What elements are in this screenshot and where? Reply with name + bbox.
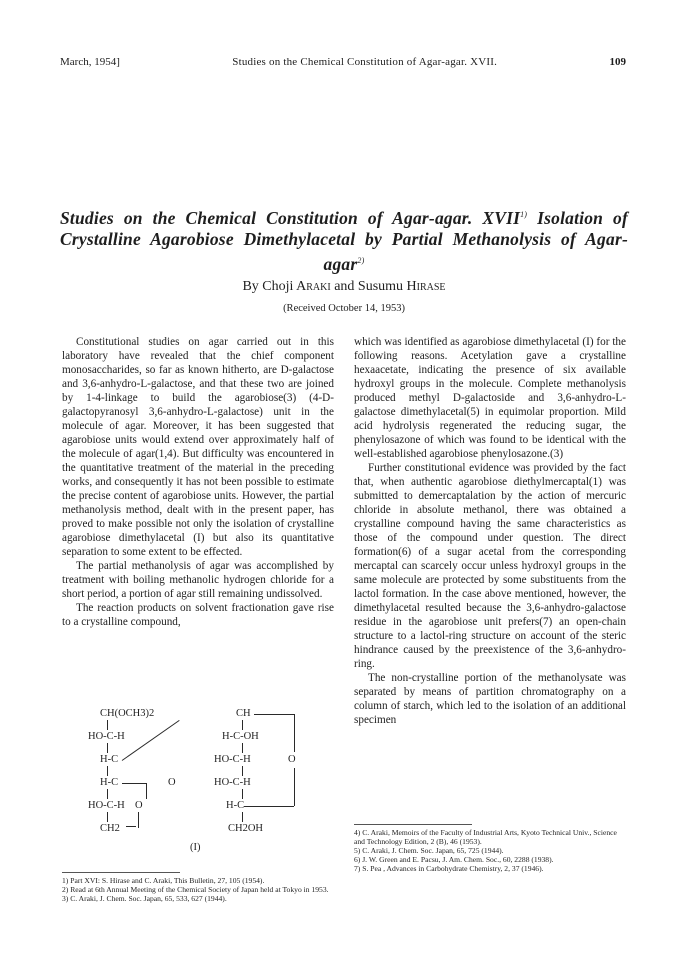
ring-oxygen: O [168, 777, 176, 788]
title-sub: Isolation of Crystalline Agarobiose Dimethylacetal by Partial Methanolysis of Agar-agar [60, 207, 628, 274]
bond-line [146, 783, 147, 799]
struct-text: HO-C-H [88, 731, 125, 742]
left-column [62, 335, 334, 629]
paragraph: The reaction products on solvent fractionation gave rise to a crystalline compound, [62, 602, 334, 628]
bond-line [242, 720, 243, 730]
ring-line [244, 806, 294, 807]
paragraph: Constitutional studies on agar carried out in this laboratory have revealed that the chief component monosaccharides, so far as known hitherto, are D-galactose and 3,6-anhydro-L-galactose, and that these two are joined by 1-4-linkage to build the agarobiose(3) (4-D-galactopyranosyl 3,6-anhydro-L-galactose) unit in the molecule of agar. Moreover, it has been suggested that agarobiose units would extend over approximately half of the molecule of agar(1,4). But difficulty was encountered in the quantitative treatment of the material in the preceding works, and consequently it has not been possible to estimate the precise content of agarobiose units. However, the partial methanolysis method, dealt with in the present paper, has proved to make possible not only the isolation of crystalline agarobiose dimethylacetal (I) but also its quantitative separation to some extent to be effected. [62, 336, 334, 558]
footnote: 5) C. Araki, J. Chem. Soc. Japan, 65, 725 (1944). [354, 846, 504, 855]
ring-line [294, 768, 295, 806]
glycosidic-bond [122, 720, 180, 761]
right-column [354, 335, 626, 727]
struct-text: CH [236, 708, 251, 719]
footnote: 3) C. Araki, J. Chem. Soc. Japan, 65, 533, 627 (1944). [62, 894, 227, 903]
ring-oxygen: O [288, 754, 296, 765]
ring-line [254, 714, 294, 715]
header-running-title: Studies on the Chemical Constitution of Agar-agar. XVII. [232, 56, 498, 68]
struct-text: HO-C-H [214, 777, 251, 788]
footnote-rule [354, 824, 472, 825]
paragraph: which was identified as agarobiose dimethylacetal (I) for the following reasons. Acetylation gave a crystalline hexaacetate, indicating the presence of six available hydroxyl groups in the molecule. Complete methanolysis produced methyl D-galactoside and 3,6-anhydro-L-galactose dimethylacetal(5) in equimolar proportion. Mild acid hydrolysis regenerated the reducing sugar, the phenylosazone of which was found to be identical with the well-established agarobiose phenylosazone.(3) [354, 336, 626, 460]
author2-smallcaps: irase [416, 279, 446, 294]
title-ref-1: 1) [520, 210, 528, 219]
bond-line [107, 812, 108, 822]
ring-line [294, 714, 295, 752]
footnote: 6) J. W. Green and E. Pacsu, J. Am. Chem. Soc., 60, 2288 (1938). [354, 855, 554, 864]
received-date: (Received October 14, 1953) [283, 303, 405, 314]
struct-text: CH2OH [228, 823, 264, 834]
footnotes-right [354, 824, 626, 873]
footnote: 1) Part XVI: S. Hirase and C. Araki, This Bulletin, 27, 105 (1954). [62, 876, 265, 885]
bond-line [107, 720, 108, 730]
authors-mid: and Susumu H [330, 279, 417, 294]
footnote: 2) Read at 6th Annual Meeting of the Chemical Society of Japan held at Tokyo in 1953. [62, 885, 329, 894]
ring-oxygen: O [135, 800, 143, 811]
paragraph: The partial methanolysis of agar was accomplished by treatment with boiling methanolic hydrogen chloride for a short period, a portion of agar still remaining undissolved. [62, 560, 334, 600]
bond-line [107, 766, 108, 776]
running-header [60, 56, 626, 68]
title-main: Studies on the Chemical Constitution of Agar-agar. XVII [60, 207, 521, 228]
authors-line [0, 279, 688, 295]
struct-text: H-C [100, 777, 119, 788]
paragraph: Further constitutional evidence was provided by the fact that, when authentic agarobiose diethylmercaptal(1) was submitted to demercaptalation by the action of mercuric chloride in absolute methanol, there was obtained a crystalline compound having the same characteristics as those of the compound under question. The direct formation(6) of a sugar acetal from the corresponding mercaptal can scarcely occur unless hydroxyl groups in the same molecule are protected by some substituents from the lactol formation. In the case above mentioned, however, the dimethylacetal resulted because the 3,6-anhydro-galactose residue in the agarobiose unit prefers(7) an open-chain structure to a lactol-ring structure on account of the steric hindrance caused by the preexistence of the 3,6-anhydro-ring. [354, 462, 626, 670]
bond-line [242, 766, 243, 776]
struct-text: HO-C-H [214, 754, 251, 765]
author1-smallcaps: raki [306, 279, 331, 294]
bond-line [242, 743, 243, 753]
struct-text: H-C [100, 754, 119, 765]
bond-line [242, 812, 243, 822]
authors-prefix: By Choji A [242, 279, 307, 294]
footnote: 7) S. Pea , Advances in Carbohydrate Chemistry, 2, 37 (1946). [354, 864, 544, 873]
paragraph: The non-crystalline portion of the methanolysate was separated by means of partition chromatography on a column of starch, which led to the isolation of an additional specimen [354, 672, 626, 726]
struct-text: H-C [226, 800, 245, 811]
bond-line [242, 789, 243, 799]
header-date: March, 1954] [60, 56, 120, 68]
title-ref-2: 2) [357, 255, 365, 265]
page-number: 109 [609, 56, 626, 68]
bond-line [107, 789, 108, 799]
article-title [60, 204, 628, 275]
struct-text: CH(OCH3)2 [100, 708, 155, 719]
bond-line [107, 743, 108, 753]
struct-text: CH2 [100, 823, 120, 834]
footnote-rule [62, 872, 180, 873]
footnote: 4) C. Araki, Memoirs of the Faculty of Industrial Arts, Kyoto Technical Univ., Science and Technology Edition, 2 (B), 46 (1953). [354, 828, 617, 846]
footnotes-left [62, 872, 334, 903]
structure-label: (I) [190, 842, 201, 853]
structure-formula-I [64, 708, 334, 858]
struct-text: HO-C-H [88, 800, 125, 811]
bond-line [126, 826, 136, 827]
bond-line [122, 783, 146, 784]
struct-text: H-C-OH [222, 731, 259, 742]
bond-line [138, 812, 139, 828]
